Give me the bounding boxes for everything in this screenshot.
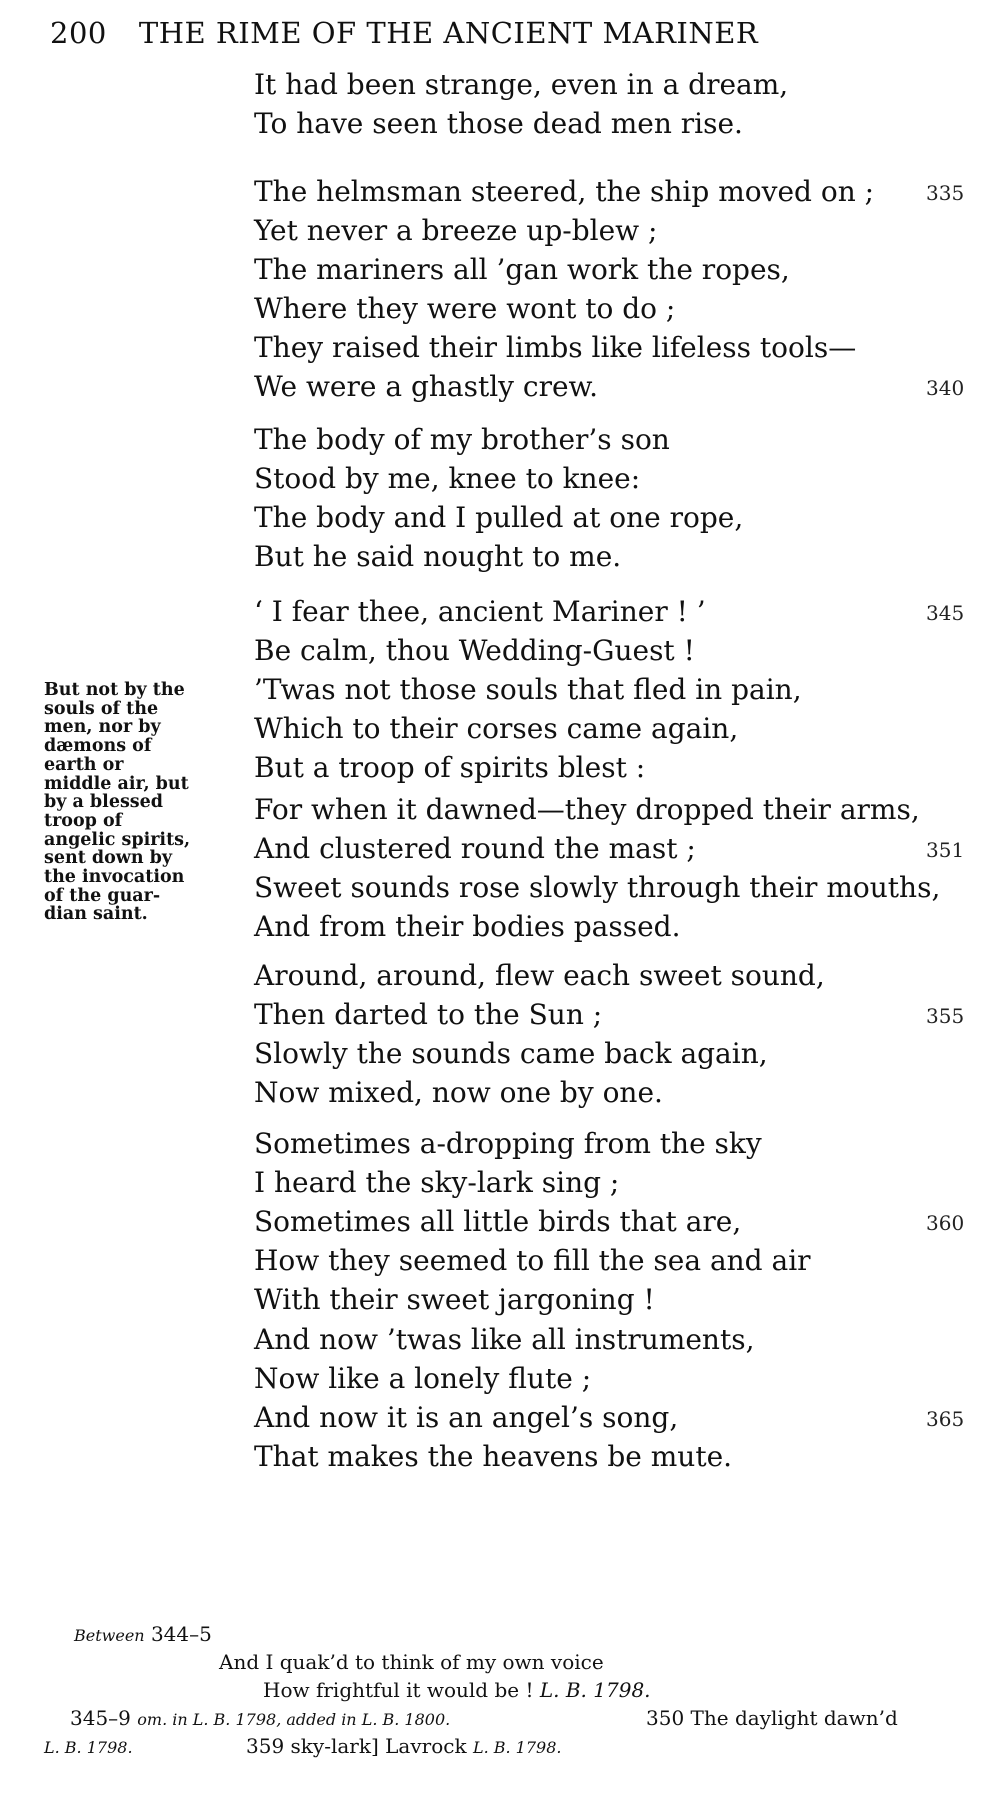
note-ref: 359 xyxy=(246,1734,285,1758)
stanza xyxy=(254,592,974,787)
verse-line xyxy=(254,211,974,250)
verse-line xyxy=(254,104,974,143)
verse-text: Sweet sounds rose slowly through their mouths, xyxy=(254,871,941,904)
verse-line xyxy=(254,829,974,868)
running-header xyxy=(50,16,970,50)
verse-text: Stood by me, knee to knee: xyxy=(254,462,641,495)
verse-line xyxy=(254,1398,974,1437)
note-source: L. B. 1798. xyxy=(472,1738,562,1757)
verse-text: For when it dawned—they dropped their arms, xyxy=(254,793,920,826)
verse-text: Yet never a breeze up-blew ; xyxy=(254,214,658,247)
note-between-ref: 344–5 xyxy=(150,1622,212,1646)
gloss-line: men, nor by xyxy=(44,717,161,738)
verse-text: And from their bodies passed. xyxy=(254,910,681,943)
verse-line xyxy=(254,537,974,576)
variant-line xyxy=(263,1678,651,1702)
line-number: 355 xyxy=(926,1004,965,1028)
verse-text: That makes the heavens be mute. xyxy=(254,1440,733,1473)
verse-text: But he said nought to me. xyxy=(254,540,622,573)
note-text: The daylight dawn’d xyxy=(690,1706,898,1730)
verse-text: Sometimes a-dropping from the sky xyxy=(254,1127,762,1160)
verse-line xyxy=(254,956,974,995)
verse-line xyxy=(254,498,974,537)
note-350-source xyxy=(44,1734,133,1758)
gloss-line: dæmons of xyxy=(44,736,152,757)
verse-text: Then darted to the Sun ; xyxy=(254,998,603,1031)
verse-text: It had been strange, even in a dream, xyxy=(254,68,789,101)
verse-line xyxy=(254,631,974,670)
verse-text: The body and I pulled at one rope, xyxy=(254,501,744,534)
note-350 xyxy=(646,1706,898,1730)
verse-line xyxy=(254,1437,974,1476)
verse-text: The body of my brother’s son xyxy=(254,423,670,456)
line-number: 351 xyxy=(926,838,965,862)
gloss-line: middle air, but xyxy=(44,773,189,794)
verse-line xyxy=(254,1320,974,1359)
verse-line xyxy=(254,367,974,406)
verse-line xyxy=(254,289,974,328)
verse-line xyxy=(254,670,974,709)
verse-line xyxy=(254,420,974,459)
verse-text: Now like a lonely flute ; xyxy=(254,1362,592,1395)
verse-line xyxy=(254,868,974,907)
verse-text: And now ’twas like all instruments, xyxy=(254,1323,755,1356)
gloss-line: sent down by xyxy=(44,848,173,869)
verse-text: Where they were wont to do ; xyxy=(254,292,676,325)
verse-line xyxy=(254,1359,974,1398)
verse-line xyxy=(254,995,974,1034)
verse-line xyxy=(254,1073,974,1112)
verse-line xyxy=(254,907,974,946)
note-source: L. B. 1798. xyxy=(44,1738,133,1757)
verse-text: I heard the sky-lark sing ; xyxy=(254,1166,620,1199)
gloss-line: dian saint. xyxy=(44,904,148,925)
verse-text: But a troop of spirits blest : xyxy=(254,751,646,784)
stanza xyxy=(254,420,974,576)
stanza xyxy=(254,1124,974,1319)
verse-line xyxy=(254,328,974,367)
gloss-line: of the guar- xyxy=(44,885,161,906)
verse-line xyxy=(254,459,974,498)
note-345-9 xyxy=(70,1706,450,1730)
note-text: sky-lark] Lavrock xyxy=(290,1734,467,1758)
gloss-line: angelic spirits, xyxy=(44,829,191,850)
verse-line xyxy=(254,790,974,829)
note-between xyxy=(74,1622,212,1646)
note-between-label: Between xyxy=(74,1626,145,1645)
verse-text: To have seen those dead men rise. xyxy=(254,107,743,140)
verse-line xyxy=(254,1124,974,1163)
stanza xyxy=(254,65,974,143)
verse-text: The helmsman steered, the ship moved on ; xyxy=(254,175,875,208)
verse-line xyxy=(254,592,974,631)
verse-text: And clustered round the mast ; xyxy=(254,832,696,865)
page-title: THE RIME OF THE ANCIENT MARINER xyxy=(138,16,759,50)
verse-line xyxy=(254,1280,974,1319)
verse-text: ‘ I fear thee, ancient Mariner ! ’ xyxy=(254,595,706,628)
verse-text: ’Twas not those souls that fled in pain, xyxy=(254,673,802,706)
line-number: 335 xyxy=(926,181,965,205)
verse-text: How they seemed to fill the sea and air xyxy=(254,1244,811,1277)
gloss-line: But not by the xyxy=(44,680,185,700)
verse-text: Be calm, thou Wedding-Guest ! xyxy=(254,634,695,667)
line-number: 365 xyxy=(926,1407,965,1431)
variant-line: And I quak’d to think of my own voice xyxy=(219,1650,604,1674)
verse-text: They raised their limbs like lifeless tools— xyxy=(254,331,857,364)
verse-line xyxy=(254,709,974,748)
gloss-line: the invocation xyxy=(44,867,185,888)
line-number: 340 xyxy=(926,376,965,400)
verse-text: We were a ghastly crew. xyxy=(254,370,599,403)
verse-line xyxy=(254,1202,974,1241)
verse-line xyxy=(254,250,974,289)
gloss-line: earth or xyxy=(44,754,124,775)
gloss-line: by a blessed xyxy=(44,792,164,813)
note-text: om. in L. B. 1798, added in L. B. 1800. xyxy=(137,1710,451,1729)
stanza xyxy=(254,956,974,1112)
verse-text: The mariners all ’gan work the ropes, xyxy=(254,253,790,286)
variant-source: L. B. 1798. xyxy=(539,1678,651,1702)
verse-text: And now it is an angel’s song, xyxy=(254,1401,679,1434)
verse-text: Sometimes all little birds that are, xyxy=(254,1205,742,1238)
note-ref: 350 xyxy=(646,1706,685,1730)
gloss-line: troop of xyxy=(44,810,123,831)
variant-text: How frightful it would be ! xyxy=(263,1678,534,1702)
verse-text: Slowly the sounds came back again, xyxy=(254,1037,768,1070)
verse-line xyxy=(254,1241,974,1280)
stanza xyxy=(254,790,974,946)
verse-line xyxy=(254,748,974,787)
verse-text: Which to their corses came again, xyxy=(254,712,739,745)
gloss-line: souls of the xyxy=(44,698,159,719)
margin-gloss xyxy=(44,681,229,924)
stanza xyxy=(254,1320,974,1476)
verse-line xyxy=(254,1163,974,1202)
line-number: 360 xyxy=(926,1211,965,1235)
verse-text: Around, around, flew each sweet sound, xyxy=(254,959,825,992)
verse-text: With their sweet jargoning ! xyxy=(254,1283,655,1316)
note-359 xyxy=(246,1734,561,1758)
stanza xyxy=(254,172,974,406)
verse-line xyxy=(254,172,974,211)
verse-line xyxy=(254,65,974,104)
line-number: 345 xyxy=(926,601,965,625)
verse-text: Now mixed, now one by one. xyxy=(254,1076,663,1109)
page-number: 200 xyxy=(50,16,107,50)
verse-line xyxy=(254,1034,974,1073)
note-ref: 345–9 xyxy=(70,1706,131,1730)
